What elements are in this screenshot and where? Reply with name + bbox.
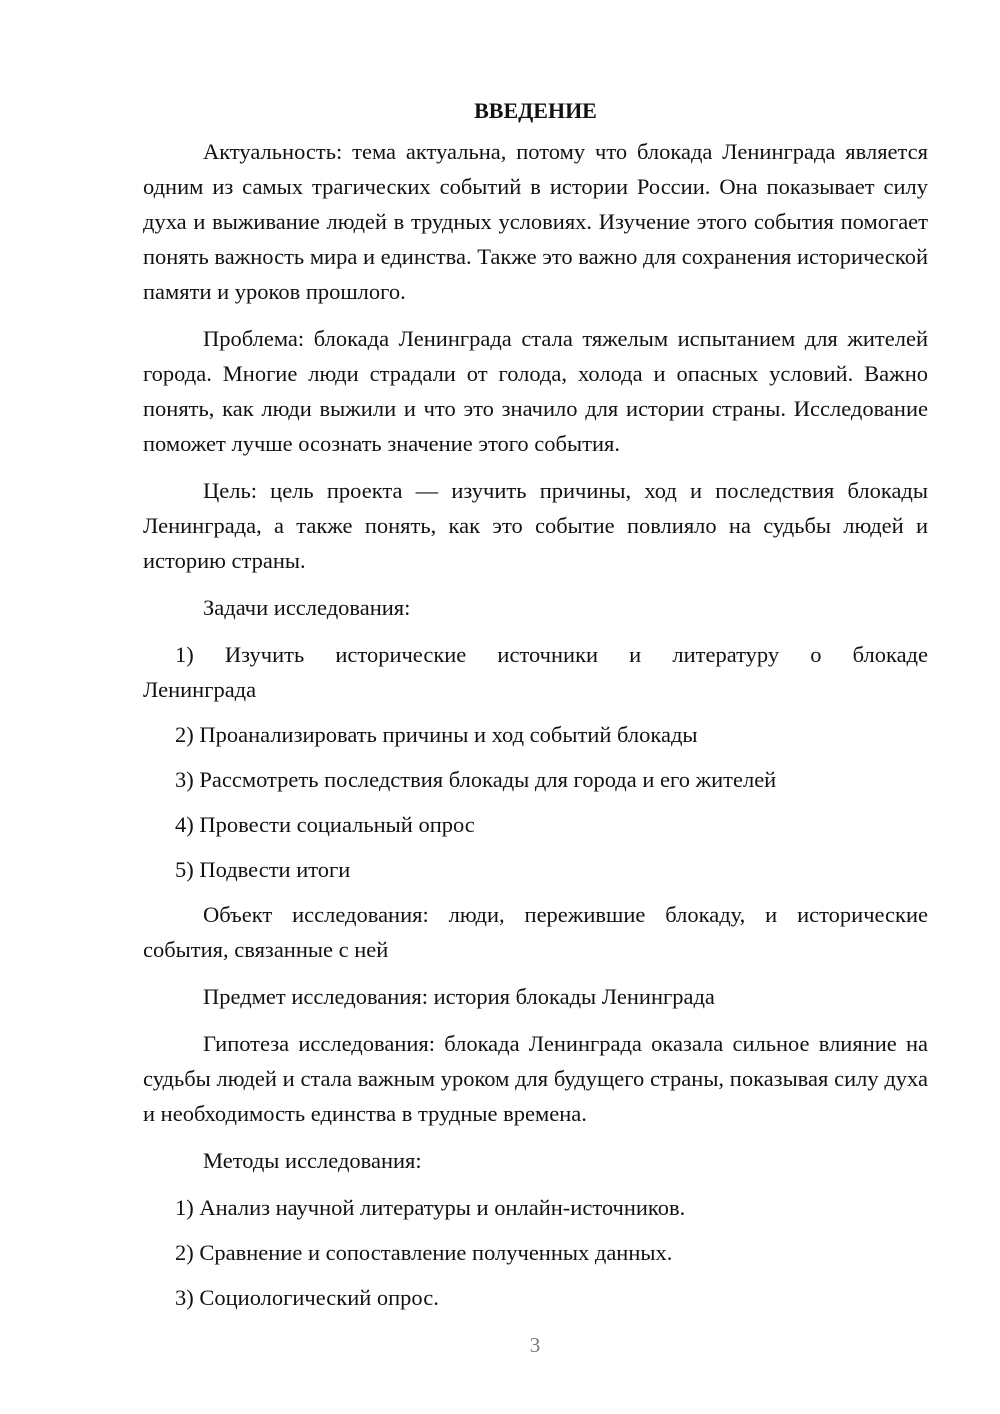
tasks-heading: Задачи исследования: — [203, 595, 411, 620]
document-page — [143, 96, 928, 1325]
paragraph-subject: Предмет исследования: история блокады Ленинграда — [203, 984, 715, 1009]
task-item-4: 4) Провести социальный опрос — [175, 812, 475, 837]
methods-heading: Методы исследования: — [203, 1148, 422, 1173]
method-item-2: 2) Сравнение и сопоставление полученных данных. — [175, 1240, 673, 1265]
paragraph-object: Объект исследования: люди, пережившие блокаду, и исторические события, связанные с ней — [143, 902, 928, 962]
paragraph-problem: Проблема: блокада Ленинграда стала тяжелым испытанием для жителей города. Многие люди страдали от голода, холода и опасных условий. Важно понять, как люди выжили и что это значило для истории страны. Исследование поможет лучше осознать значение этого события. — [143, 326, 928, 456]
paragraph-goal: Цель: цель проекта — изучить причины, ход и последствия блокады Ленинграда, а также понять, как это событие повлияло на судьбы людей и историю страны. — [143, 478, 928, 573]
task-item-1: 1) Изучить исторические источники и литературу о блокаде Ленинграда — [143, 642, 928, 702]
task-item-5: 5) Подвести итоги — [175, 857, 351, 882]
page-number: 3 — [529, 1333, 541, 1357]
paragraph-hypothesis: Гипотеза исследования: блокада Ленинграда оказала сильное влияние на судьбы людей и стала важным уроком для будущего страны, показывая силу духа и необходимость единства в трудные времена. — [143, 1031, 928, 1126]
task-item-3: 3) Рассмотреть последствия блокады для города и его жителей — [175, 767, 777, 792]
paragraph-relevance: Актуальность: тема актуальна, потому что блокада Ленинграда является одним из самых трагических событий в истории России. Она показывает силу духа и выживание людей в трудных условиях. Изучение этого события помогает понять важность мира и единства. Также это важно для сохранения исторической памяти и уроков прошлого. — [143, 139, 928, 304]
page-title: ВВЕДЕНИЕ — [474, 98, 597, 123]
method-item-3: 3) Социологический опрос. — [175, 1285, 439, 1310]
task-item-2: 2) Проанализировать причины и ход событий блокады — [175, 722, 698, 747]
method-item-1: 1) Анализ научной литературы и онлайн-источников. — [175, 1195, 686, 1220]
